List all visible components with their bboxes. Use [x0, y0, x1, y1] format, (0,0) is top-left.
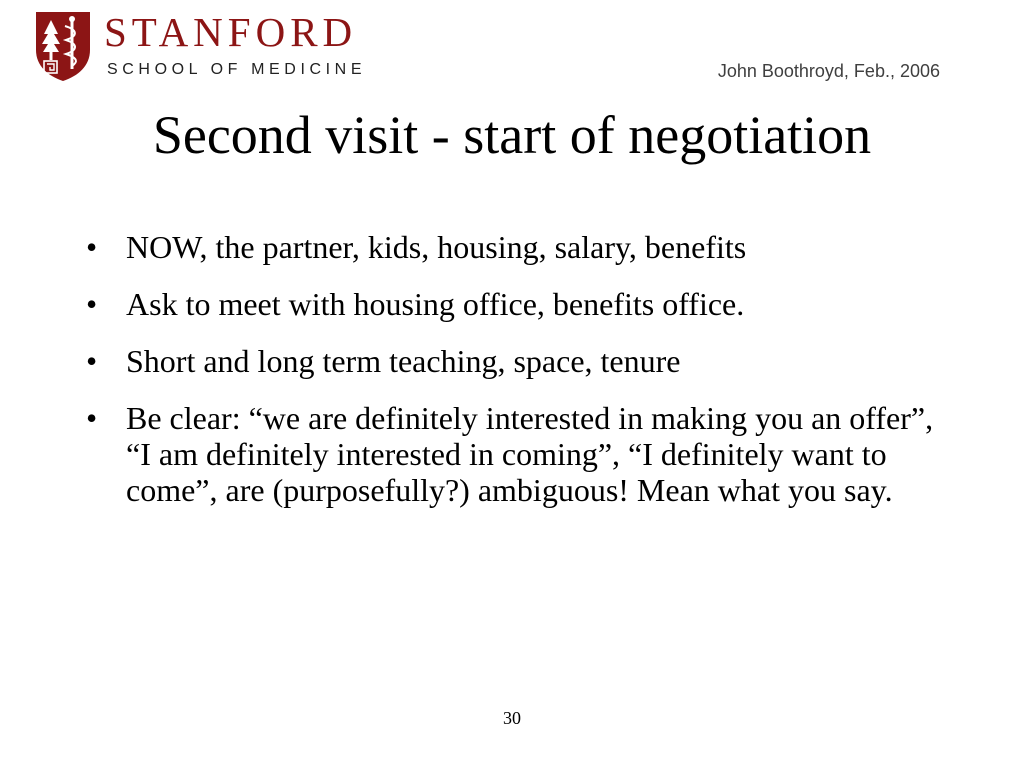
bullet-dot-icon: •	[86, 286, 98, 322]
bullet-item	[86, 400, 936, 508]
logo-subtitle: SCHOOL OF MEDICINE	[107, 61, 367, 78]
bullet-item	[86, 286, 936, 322]
bullet-dot-icon: •	[86, 343, 98, 379]
bullet-text: Be clear: “we are definitely interested in making you an offer”, “I am definitely interested in coming”, “I definitely want to come”, are (purposefully?) ambiguous! Mean what you say.	[126, 400, 934, 508]
bullet-item	[86, 343, 936, 379]
bullet-dot-icon: •	[86, 400, 98, 436]
bullet-list	[86, 229, 936, 529]
bullet-dot-icon: •	[86, 229, 98, 265]
bullet-item	[86, 229, 936, 265]
stanford-medicine-logo	[34, 8, 404, 84]
author-date: John Boothroyd, Feb., 2006	[717, 61, 940, 81]
slide-title: Second visit - start of negotiation	[152, 105, 872, 165]
stanford-shield-icon	[34, 10, 92, 82]
bullet-text: Short and long term teaching, space, tenure	[126, 343, 681, 379]
logo-wordmark: STANFORD	[104, 9, 358, 55]
bullet-text: Ask to meet with housing office, benefits office.	[126, 286, 745, 322]
page-number: 30	[503, 708, 521, 728]
bullet-text: NOW, the partner, kids, housing, salary, benefits	[126, 229, 747, 265]
